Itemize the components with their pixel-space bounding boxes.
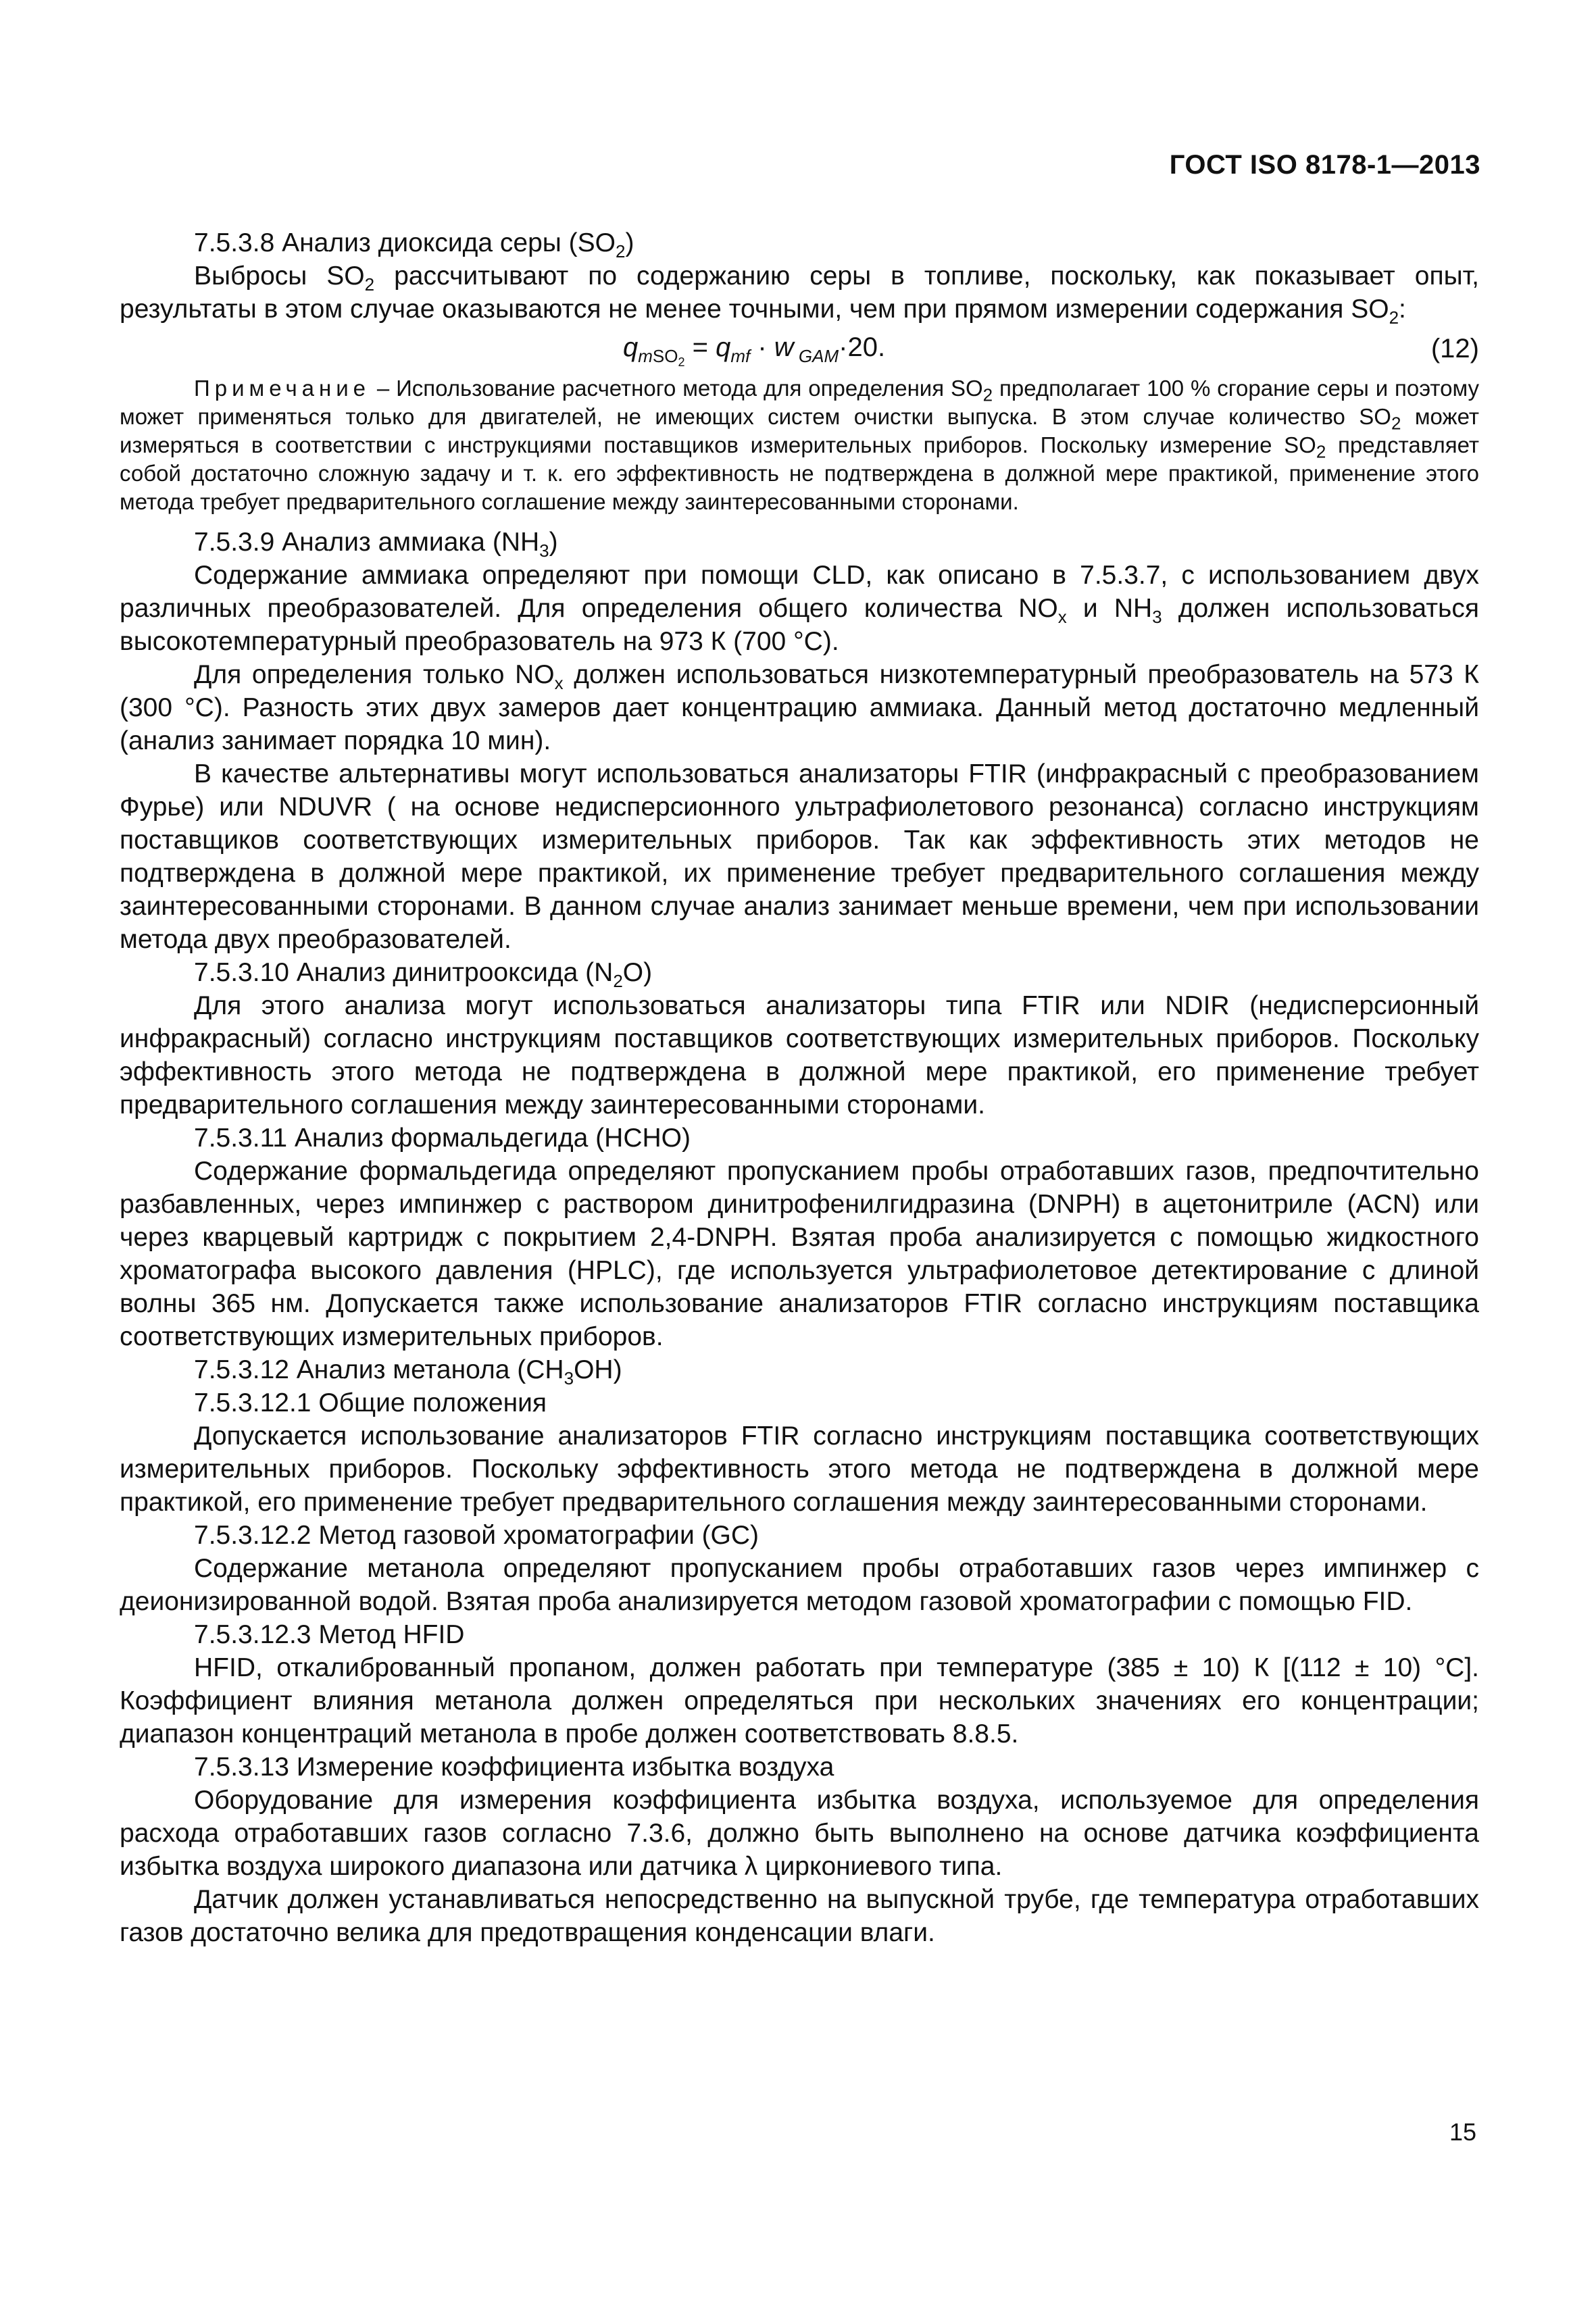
section-heading-7-5-3-13: 7.5.3.13 Измерение коэффициента избытка воздуха — [194, 1753, 834, 1782]
paragraph-so2-calculation: Выбросы $SO_2$ рассчитывают по содержанию серы в топливе, поскольку, как показывает опыт, результаты в этом случае оказываются не менее точными, чем при прямом измерении содержания $SO_2$: — [120, 261, 1479, 328]
paragraph-methanol-gc: Содержание метанола определяют пропусканием пробы отработавших газов через импинжер с деионизированной водой. Взятая проба анализируется методом газовой хроматографии с помощью FID. — [120, 1554, 1479, 1616]
section-heading-7-5-3-11: 7.5.3.11 Анализ формальдегида (HCHO) — [194, 1124, 691, 1153]
section-heading-7-5-3-12-3: 7.5.3.12.3 Метод HFID — [194, 1620, 465, 1649]
section-heading-7-5-3-12-1: 7.5.3.12.1 Общие положения — [194, 1388, 547, 1417]
section-heading-7-5-3-10: 7.5.3.10 Анализ динитрооксида $(N_2O)$ — [194, 958, 653, 991]
formula-12 — [120, 328, 1479, 370]
formula-number: (12) — [1430, 334, 1479, 363]
paragraph-ammonia-cld: Содержание аммиака определяют при помощи CLD, как описано в 7.5.3.7, с использованием двух различных преобразователей. Для определения общего количества $NO_x$ и $NH_3$ должен использоваться высокотемпературный преобразователь на 973 К (700 °C). — [120, 561, 1479, 656]
section-heading-7-5-3-9: 7.5.3.9 Анализ аммиака $(NH_3)$ — [194, 528, 558, 561]
page-number: 15 — [1449, 2118, 1476, 2146]
note-so2: Примечание – Использование расчетного метода для определения $SO_2$ предполагает 100 % сгорание серы и поэтому может применяться только для двигателей, не имеющих систем очистки выпуска. В этом случае количество $SO_2$ может измеряться в соответствии с инструкциями поставщиков измерительных приборов. Поскольку измерение $SO_2$ представляет собой достаточно сложную задачу и т. к. его эффективность не подтверждена в должной мере практикой, применение этого метода требует предварительного соглашение между заинтересованными сторонами. — [120, 376, 1480, 514]
section-heading-7-5-3-12-2: 7.5.3.12.2 Метод газовой хроматографии (GC) — [194, 1521, 759, 1550]
paragraph-air-excess-equipment: Оборудование для измерения коэффициента избытка воздуха, используемое для определения расхода отработавших газов согласно 7.3.6, должно быть выполнено на основе датчика коэффициента избытка воздуха широкого диапазона или датчика λ циркониевого типа. — [120, 1786, 1479, 1881]
paragraph-ammonia-alternatives: В качестве альтернативы могут использоваться анализаторы FTIR (инфракрасный с преобразованием Фурье) или NDUVR ( на основе недисперсионного ультрафиолетового резонанса) согласно инструкциям поставщиков соответствующих измерительных приборов. Так как эффективность этих методов не подтверждена в должной мере практикой, их применение требует предварительного соглашения между заинтересованными сторонами. В данном случае анализ занимает меньше времени, чем при использовании метода двух преобразователей. — [120, 759, 1479, 954]
section-heading-7-5-3-8: 7.5.3.8 Анализ диоксида серы $(SO_2)$ — [194, 228, 634, 261]
section-heading-7-5-3-12: 7.5.3.12 Анализ метанола $(CH_3OH)$ — [194, 1355, 622, 1388]
paragraph-ammonia-low-temp: Для определения только $NO_x$ должен использоваться низкотемпературный преобразователь на 573 К (300 °C). Разность этих двух замеров дает концентрацию аммиака. Данный метод достаточно медленный (анализ занимает порядка 10 мин). — [120, 660, 1479, 755]
paragraph-methanol-ftir: Допускается использование анализаторов FTIR согласно инструкциям поставщика соответствующих измерительных приборов. Поскольку эффективность этого метода не подтверждена в должной мере практикой, его применение требует предварительного соглашения между заинтересованными сторонами. — [120, 1422, 1479, 1517]
paragraph-n2o: Для этого анализа могут использоваться анализаторы типа FTIR или NDIR (недисперсионный инфракрасный) согласно инструкциям поставщиков соответствующих измерительных приборов. Поскольку эффективность этого метода не подтверждена в должной мере практикой, его применение требует предварительного соглашения между заинтересованными сторонами. — [120, 991, 1479, 1120]
page-content — [120, 226, 1479, 1949]
paragraph-methanol-hfid: HFID, откалиброванный пропаном, должен работать при температуре (385 ± 10) К [(112 ± 10) °C]. Коэффициент влияния метанола должен определяться при нескольких значениях его концентрации; диапазон концентраций метанола в пробе должен соответствовать 8.8.5. — [120, 1653, 1479, 1749]
paragraph-air-excess-sensor: Датчик должен устанавливаться непосредственно на выпускной трубе, где температура отработавших газов достаточно велика для предотвращения конденсации влаги. — [120, 1885, 1479, 1947]
paragraph-formaldehyde: Содержание формальдегида определяют пропусканием пробы отработавших газов, предпочтительно разбавленных, через импинжер с раствором динитрофенилгидразина (DNPH) в ацетонитриле (ACN) или через кварцевый картридж с покрытием 2,4-DNPH. Взятая проба анализируется с помощью жидкостного хроматографа высокого давления (HPLC), где используется ультрафиолетовое детектирование с длиной волны 365 нм. Допускается также использование анализаторов FTIR согласно инструкциям поставщика соответствующих измерительных приборов. — [120, 1157, 1479, 1351]
document-id-header: ГОСТ ISO 8178-1—2013 — [1169, 150, 1480, 180]
formula-expression: $q_{mSO_2} = q_{mf} \cdot w$ $_{GAM}$·20. — [623, 332, 886, 370]
